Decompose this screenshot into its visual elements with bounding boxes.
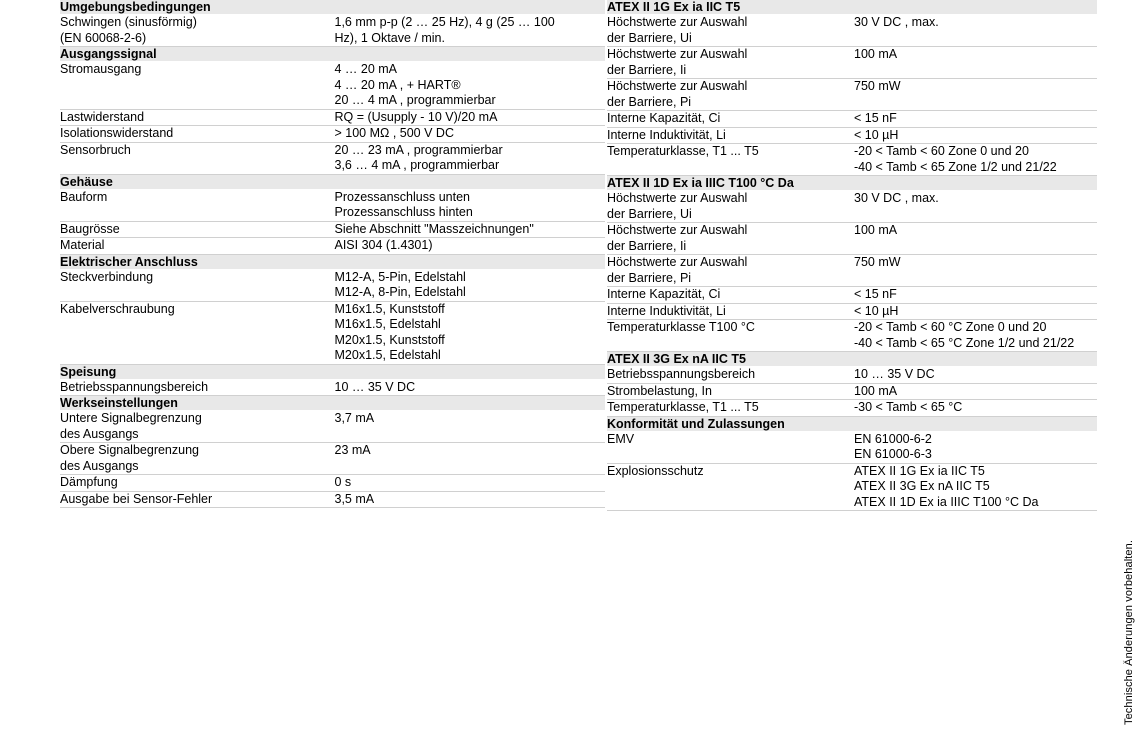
spec-label [607,111,852,128]
spec-label [607,320,852,352]
spec-label-line: EMV [607,431,635,446]
spec-label [60,109,333,126]
spec-value [852,223,1097,255]
spec-section-header [607,0,1097,15]
spec-label-line: Lastwiderstand [60,109,145,124]
spec-label-line: Betriebsspannungsbereich [607,367,756,381]
spec-value-line: ATEX II 1G Ex ia IIC T5 [854,463,985,478]
spec-label-line: Temperaturklasse, T1 ... T5 [607,144,759,158]
spec-row [607,15,1097,47]
spec-value-line: EN 61000-6-2 [854,431,932,446]
spec-label-line: Isolationswiderstand [60,126,174,140]
spec-label-line: Material [60,238,105,252]
spec-value-line: 30 V DC , max. [854,191,939,205]
spec-value-line: -20 < Tamb < 60 °C Zone 0 und 20 [854,320,1047,334]
spec-row [60,301,605,364]
spec-label [607,431,852,463]
spec-value-line: M16x1.5, Edelstahl [334,317,441,331]
spec-label-line: der Barriere, Pi [607,94,692,109]
spec-value-line: M16x1.5, Kunststoff [334,301,445,316]
spec-value [852,463,1097,511]
spec-value-line: 3,7 mA [334,411,375,425]
section-title: Werkseinstellungen [60,396,605,411]
spec-value-line: RQ = (Usupply - 10 V)/20 mA [334,109,498,124]
spec-value-line: 1,6 mm p-p (2 … 25 Hz), 4 g (25 … 100 [334,15,555,29]
spec-value-line: < 15 nF [854,287,897,301]
spec-label [607,79,852,111]
spec-value [852,383,1097,400]
spec-row [607,367,1097,384]
section-title: Elektrischer Anschluss [60,254,605,269]
spec-row [607,287,1097,304]
spec-value-line: < 15 nF [854,111,897,125]
left-spec-body [60,0,605,508]
spec-value-line: 4 … 20 mA , + HART® [334,77,461,92]
spec-label [607,223,852,255]
spec-section-header [607,352,1097,367]
spec-label [60,126,333,143]
spec-row [607,463,1097,511]
section-title: ATEX II 1G Ex ia IIC T5 [607,0,1097,15]
spec-value-line: 0 s [334,475,352,489]
spec-row [607,79,1097,111]
spec-label [60,15,333,47]
spec-label-line: Bauform [60,189,108,204]
spec-value [333,142,606,174]
spec-label-line: Stromausgang [60,62,142,76]
spec-value [852,127,1097,144]
spec-value-line: 10 … 35 V DC [334,379,416,394]
spec-value [852,47,1097,79]
spec-row [607,223,1097,255]
section-title: Gehäuse [60,174,605,189]
spec-label-line: Kabelverschraubung [60,301,175,316]
spec-label [607,383,852,400]
spec-row [607,47,1097,79]
spec-label [607,144,852,176]
spec-label [607,191,852,223]
spec-value [333,62,606,110]
spec-label [60,221,333,238]
spec-row [60,15,605,47]
left-spec-column [60,0,605,508]
spec-label-line: Ausgabe bei Sensor-Fehler [60,491,213,506]
spec-value-line: 100 mA [854,223,898,237]
spec-value-line: M12-A, 8-Pin, Edelstahl [334,285,466,299]
spec-label [60,491,333,508]
spec-label [60,411,333,443]
spec-value-line: Prozessanschluss unten [334,189,470,204]
spec-row [60,109,605,126]
spec-row [607,303,1097,320]
spec-section-header [607,176,1097,191]
spec-label-line: der Barriere, Pi [607,270,692,285]
spec-row [60,142,605,174]
spec-label-line: Temperaturklasse, T1 ... T5 [607,400,759,414]
spec-value-line: < 10 µH [854,127,899,142]
right-spec-table [607,0,1097,511]
spec-value [852,144,1097,176]
spec-row [60,379,605,396]
spec-label-line: der Barriere, Ui [607,30,692,45]
spec-row [607,111,1097,128]
spec-label-line: Temperaturklasse T100 °C [607,320,755,334]
section-title: Ausgangssignal [60,47,605,62]
spec-value-line: EN 61000-6-3 [854,447,932,461]
spec-value-line: -20 < Tamb < 60 Zone 0 und 20 [854,144,1029,158]
spec-value-line: M20x1.5, Kunststoff [334,332,445,347]
spec-value-line: 20 … 23 mA , programmierbar [334,142,503,157]
spec-row [607,127,1097,144]
spec-value-line: < 10 µH [854,303,899,318]
spec-value [852,255,1097,287]
spec-label-line: des Ausgangs [60,458,139,473]
spec-label-line: Betriebsspannungsbereich [60,379,209,394]
spec-label-line: Interne Kapazität, Ci [607,287,721,301]
spec-value [333,491,606,508]
spec-value [852,431,1097,463]
spec-label-line: Dämpfung [60,475,118,489]
spec-row [60,443,605,475]
section-title: Umgebungsbedingungen [60,0,605,15]
spec-value [333,109,606,126]
spec-value-line: 10 … 35 V DC [854,367,935,381]
spec-label [60,379,333,396]
spec-label-line: Höchstwerte zur Auswahl [607,47,748,61]
spec-value [333,238,606,255]
spec-value-line: Prozessanschluss hinten [334,205,473,219]
spec-label-line: Sensorbruch [60,142,131,157]
spec-value [852,111,1097,128]
spec-value-line: 750 mW [854,255,901,269]
spec-label [60,62,333,110]
spec-label-line: Höchstwerte zur Auswahl [607,15,748,29]
section-title: ATEX II 1D Ex ia IIIC T100 °C Da [607,176,1097,191]
spec-label-line: Höchstwerte zur Auswahl [607,223,748,237]
spec-row [607,400,1097,417]
spec-label-line: der Barriere, Ii [607,62,687,77]
spec-value [333,301,606,364]
spec-label-line: Interne Induktivität, Li [607,127,726,142]
spec-row [60,62,605,110]
spec-label-line: der Barriere, Ui [607,206,692,221]
spec-label [607,15,852,47]
spec-row [60,189,605,221]
spec-label-line: des Ausgangs [60,426,139,441]
spec-value-line: M12-A, 5-Pin, Edelstahl [334,269,466,284]
spec-label [607,47,852,79]
spec-label [607,400,852,417]
spec-value-line: AISI 304 (1.4301) [334,238,433,252]
spec-label [60,443,333,475]
spec-value-line: 3,6 … 4 mA , programmierbar [334,158,500,172]
spec-value-line: 30 V DC , max. [854,15,939,29]
spec-row [60,126,605,143]
spec-section-header [60,47,605,62]
spec-label-line: Obere Signalbegrenzung [60,443,199,457]
section-title: ATEX II 3G Ex nA IIC T5 [607,352,1097,367]
spec-value [852,191,1097,223]
spec-row [607,383,1097,400]
spec-value [852,367,1097,384]
spec-value-line: > 100 MΩ , 500 V DC [334,126,454,140]
spec-label-line: Schwingen (sinusförmig) [60,15,197,29]
spec-value-line: ATEX II 1D Ex ia IIIC T100 °C Da [854,494,1039,509]
spec-value [333,189,606,221]
spec-value-line: -30 < Tamb < 65 °C [854,400,963,414]
spec-row [60,221,605,238]
spec-row [607,320,1097,352]
spec-section-header [60,364,605,379]
spec-label [60,475,333,492]
spec-label [607,287,852,304]
spec-label [60,301,333,364]
spec-value [333,221,606,238]
spec-value [852,303,1097,320]
spec-value-line: 750 mW [854,79,901,93]
spec-label-line: (EN 60068-2-6) [60,30,147,45]
spec-row [60,475,605,492]
spec-value [852,287,1097,304]
spec-value [333,269,606,301]
spec-label [60,238,333,255]
spec-value [852,320,1097,352]
spec-row [60,269,605,301]
spec-label [607,303,852,320]
spec-section-header [60,254,605,269]
spec-value [333,411,606,443]
left-spec-table [60,0,605,508]
spec-section-header [60,396,605,411]
spec-value [852,15,1097,47]
spec-value-line: M20x1.5, Edelstahl [334,348,441,362]
spec-value-line: 100 mA [854,383,898,398]
spec-label [60,142,333,174]
spec-label [607,255,852,287]
spec-label-line: der Barriere, Ii [607,238,687,253]
spec-label-line: Steckverbindung [60,269,154,284]
spec-label-line: Höchstwerte zur Auswahl [607,191,748,205]
spec-label-line: Baugrösse [60,221,120,236]
spec-label-line: Explosionsschutz [607,463,704,478]
spec-label [607,127,852,144]
spec-label-line: Strombelastung, In [607,383,712,398]
spec-label-line: Untere Signalbegrenzung [60,411,202,425]
spec-row [607,191,1097,223]
spec-value-line: -40 < Tamb < 65 °C Zone 1/2 und 21/22 [854,335,1075,350]
spec-section-header [60,174,605,189]
spec-value-line: ATEX II 3G Ex nA IIC T5 [854,479,990,493]
spec-label-line: Höchstwerte zur Auswahl [607,255,748,269]
spec-value [333,15,606,47]
spec-value-line: Hz), 1 Oktave / min. [334,30,445,45]
spec-value [333,475,606,492]
spec-row [60,411,605,443]
spec-label [60,189,333,221]
spec-value-line: Siehe Abschnitt "Masszeichnungen" [334,221,534,236]
spec-value [333,126,606,143]
spec-value [852,400,1097,417]
spec-label [60,269,333,301]
spec-row [60,238,605,255]
spec-value [333,379,606,396]
spec-label-line: Interne Induktivität, Li [607,303,726,318]
spec-label [607,367,852,384]
spec-section-header [607,416,1097,431]
spec-row [60,491,605,508]
right-spec-body [607,0,1097,511]
section-title: Konformität und Zulassungen [607,416,1097,431]
spec-label [607,463,852,511]
spec-value-line: 20 … 4 mA , programmierbar [334,93,496,107]
spec-label-line: Interne Kapazität, Ci [607,111,721,125]
spec-value-line: 23 mA [334,443,371,457]
spec-value-line: 4 … 20 mA [334,62,398,76]
spec-row [607,431,1097,463]
spec-section-header [60,0,605,15]
spec-value [852,79,1097,111]
section-title: Speisung [60,364,605,379]
spec-label-line: Höchstwerte zur Auswahl [607,79,748,93]
spec-value-line: 3,5 mA [334,491,375,506]
right-spec-column [607,0,1097,511]
spec-row [607,144,1097,176]
spec-value-line: 100 mA [854,47,898,61]
spec-value-line: -40 < Tamb < 65 Zone 1/2 und 21/22 [854,159,1057,174]
spec-value [333,443,606,475]
spec-row [607,255,1097,287]
side-note: Technische Änderungen vorbehalten. [1123,540,1135,726]
